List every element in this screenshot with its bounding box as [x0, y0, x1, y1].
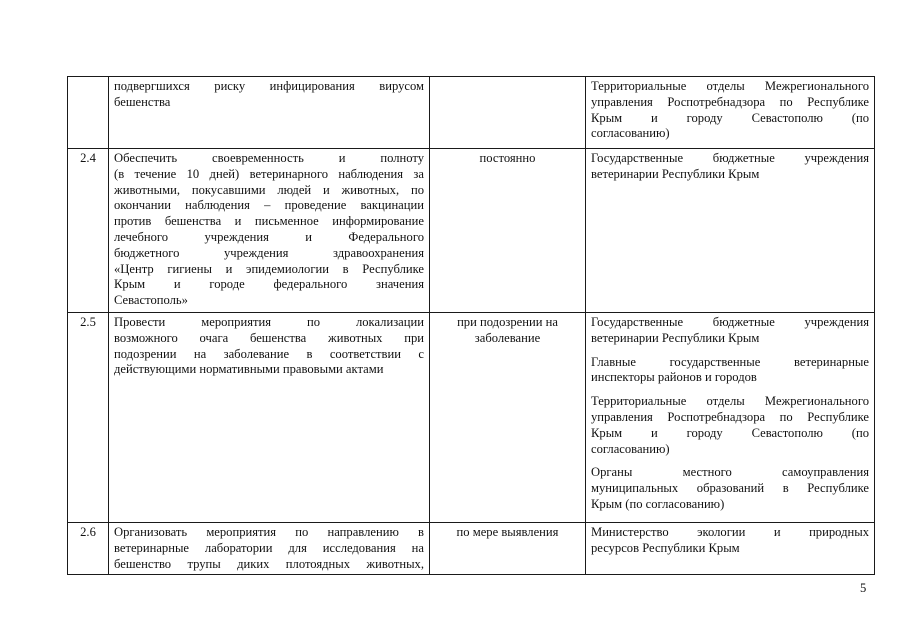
- item-number-cell: 2.5: [68, 313, 109, 523]
- table-row: [68, 77, 875, 149]
- executor-entry: [591, 315, 869, 347]
- page-number: 5: [860, 581, 867, 595]
- measure-text-line: окончании наблюдения – проведение вакцинации: [114, 198, 424, 213]
- measure-text-line: бешенство трупы диких плотоядных животных,: [114, 556, 424, 571]
- executor-text-line: управления Роспотребнадзора по Республике: [591, 409, 869, 424]
- deadline-cell: [430, 77, 586, 149]
- executor-text-line: согласованию): [591, 126, 670, 141]
- executors-cell: [586, 149, 875, 313]
- table-row: [68, 149, 875, 313]
- measure-cell: [109, 313, 430, 523]
- measure-text-line: бешенства: [114, 94, 171, 109]
- executor-text-line: инспекторы районов и городов: [591, 370, 757, 385]
- measure-text-line: Провести мероприятия по локализации: [114, 315, 424, 329]
- measure-text-line: ветеринарные лаборатории для исследования на: [114, 540, 424, 555]
- executor-text-line: Государственные бюджетные учреждения: [591, 151, 869, 165]
- measure-text-line: против бешенства и письменное информирование: [114, 214, 424, 229]
- measure-text-line: Обеспечить своевременность и полноту: [114, 151, 424, 165]
- item-number-cell: [68, 77, 109, 149]
- measure-text-line: подозрении на заболевание в соответствии с: [114, 346, 424, 361]
- measures-table: [67, 76, 875, 575]
- executor-text-line: ветеринарии Республики Крым: [591, 166, 760, 181]
- measure-cell: [109, 523, 430, 575]
- measure-text-line: Крым и городе федерального значения: [114, 277, 424, 292]
- measure-text-line: бюджетного учреждения здравоохранения: [114, 245, 424, 260]
- deadline-text-line: постоянно: [479, 151, 536, 165]
- deadline-text-line: при подозрении на: [457, 315, 558, 329]
- item-number-cell: 2.6: [68, 523, 109, 575]
- measures-table-body: [68, 77, 875, 575]
- table-row: [68, 523, 875, 575]
- executor-text-line: муниципальных образований в Республике: [591, 481, 869, 496]
- measure-text-line: действующими нормативными правовыми актами: [114, 362, 384, 377]
- executors-cell: [586, 523, 875, 575]
- measure-text-line: «Центр гигиены и эпидемиологии в Республике: [114, 261, 424, 276]
- deadline-cell: [430, 149, 586, 313]
- measure-text-line: лечебного учреждения и Федерального: [114, 229, 424, 244]
- executor-entry: [591, 465, 869, 512]
- executor-text-line: Государственные бюджетные учреждения: [591, 315, 869, 329]
- deadline-text-line: заболевание: [474, 330, 541, 345]
- measure-text-line: животными, покусавшими людей и животных, по: [114, 182, 424, 197]
- deadline-text-line: по мере выявления: [456, 525, 559, 539]
- measure-text-line: (в течение 10 дней) ветеринарного наблюдения за: [114, 166, 424, 181]
- executor-text-line: управления Роспотребнадзора по Республике: [591, 94, 869, 109]
- executor-text-line: ресурсов Республики Крым: [591, 540, 740, 555]
- deadline-cell: [430, 313, 586, 523]
- executor-text-line: Главные государственные ветеринарные: [591, 354, 869, 369]
- executor-text-line: Крым (по согласованию): [591, 496, 725, 511]
- executor-text-line: Органы местного самоуправления: [591, 465, 869, 480]
- executor-text-line: согласованию): [591, 441, 670, 456]
- deadline-cell: [430, 523, 586, 575]
- executor-entry: [591, 525, 869, 557]
- measure-cell: [109, 77, 430, 149]
- executor-entry: [591, 151, 869, 183]
- executor-entry: [591, 79, 869, 142]
- measure-text-line: возможного очага бешенства животных при: [114, 330, 424, 345]
- executors-cell: [586, 313, 875, 523]
- measure-cell: [109, 149, 430, 313]
- executor-text-line: Территориальные отделы Межрегионального: [591, 79, 869, 93]
- item-number-cell: 2.4: [68, 149, 109, 313]
- measure-text-line: Севастополь»: [114, 293, 188, 308]
- measure-text-line: подвергшихся риску инфицирования вирусом: [114, 79, 424, 93]
- table-row: [68, 313, 875, 523]
- executor-text-line: ветеринарии Республики Крым: [591, 330, 760, 345]
- executor-text-line: Крым и городу Севастополю (по: [591, 425, 869, 440]
- executors-cell: [586, 77, 875, 149]
- executor-text-line: Крым и городу Севастополю (по: [591, 110, 869, 125]
- measure-text-line: Организовать мероприятия по направлению в: [114, 525, 424, 539]
- executor-entry: [591, 394, 869, 457]
- executor-text-line: Территориальные отделы Межрегионального: [591, 394, 869, 409]
- executor-text-line: Министерство экологии и природных: [591, 525, 869, 539]
- executor-entry: [591, 355, 869, 387]
